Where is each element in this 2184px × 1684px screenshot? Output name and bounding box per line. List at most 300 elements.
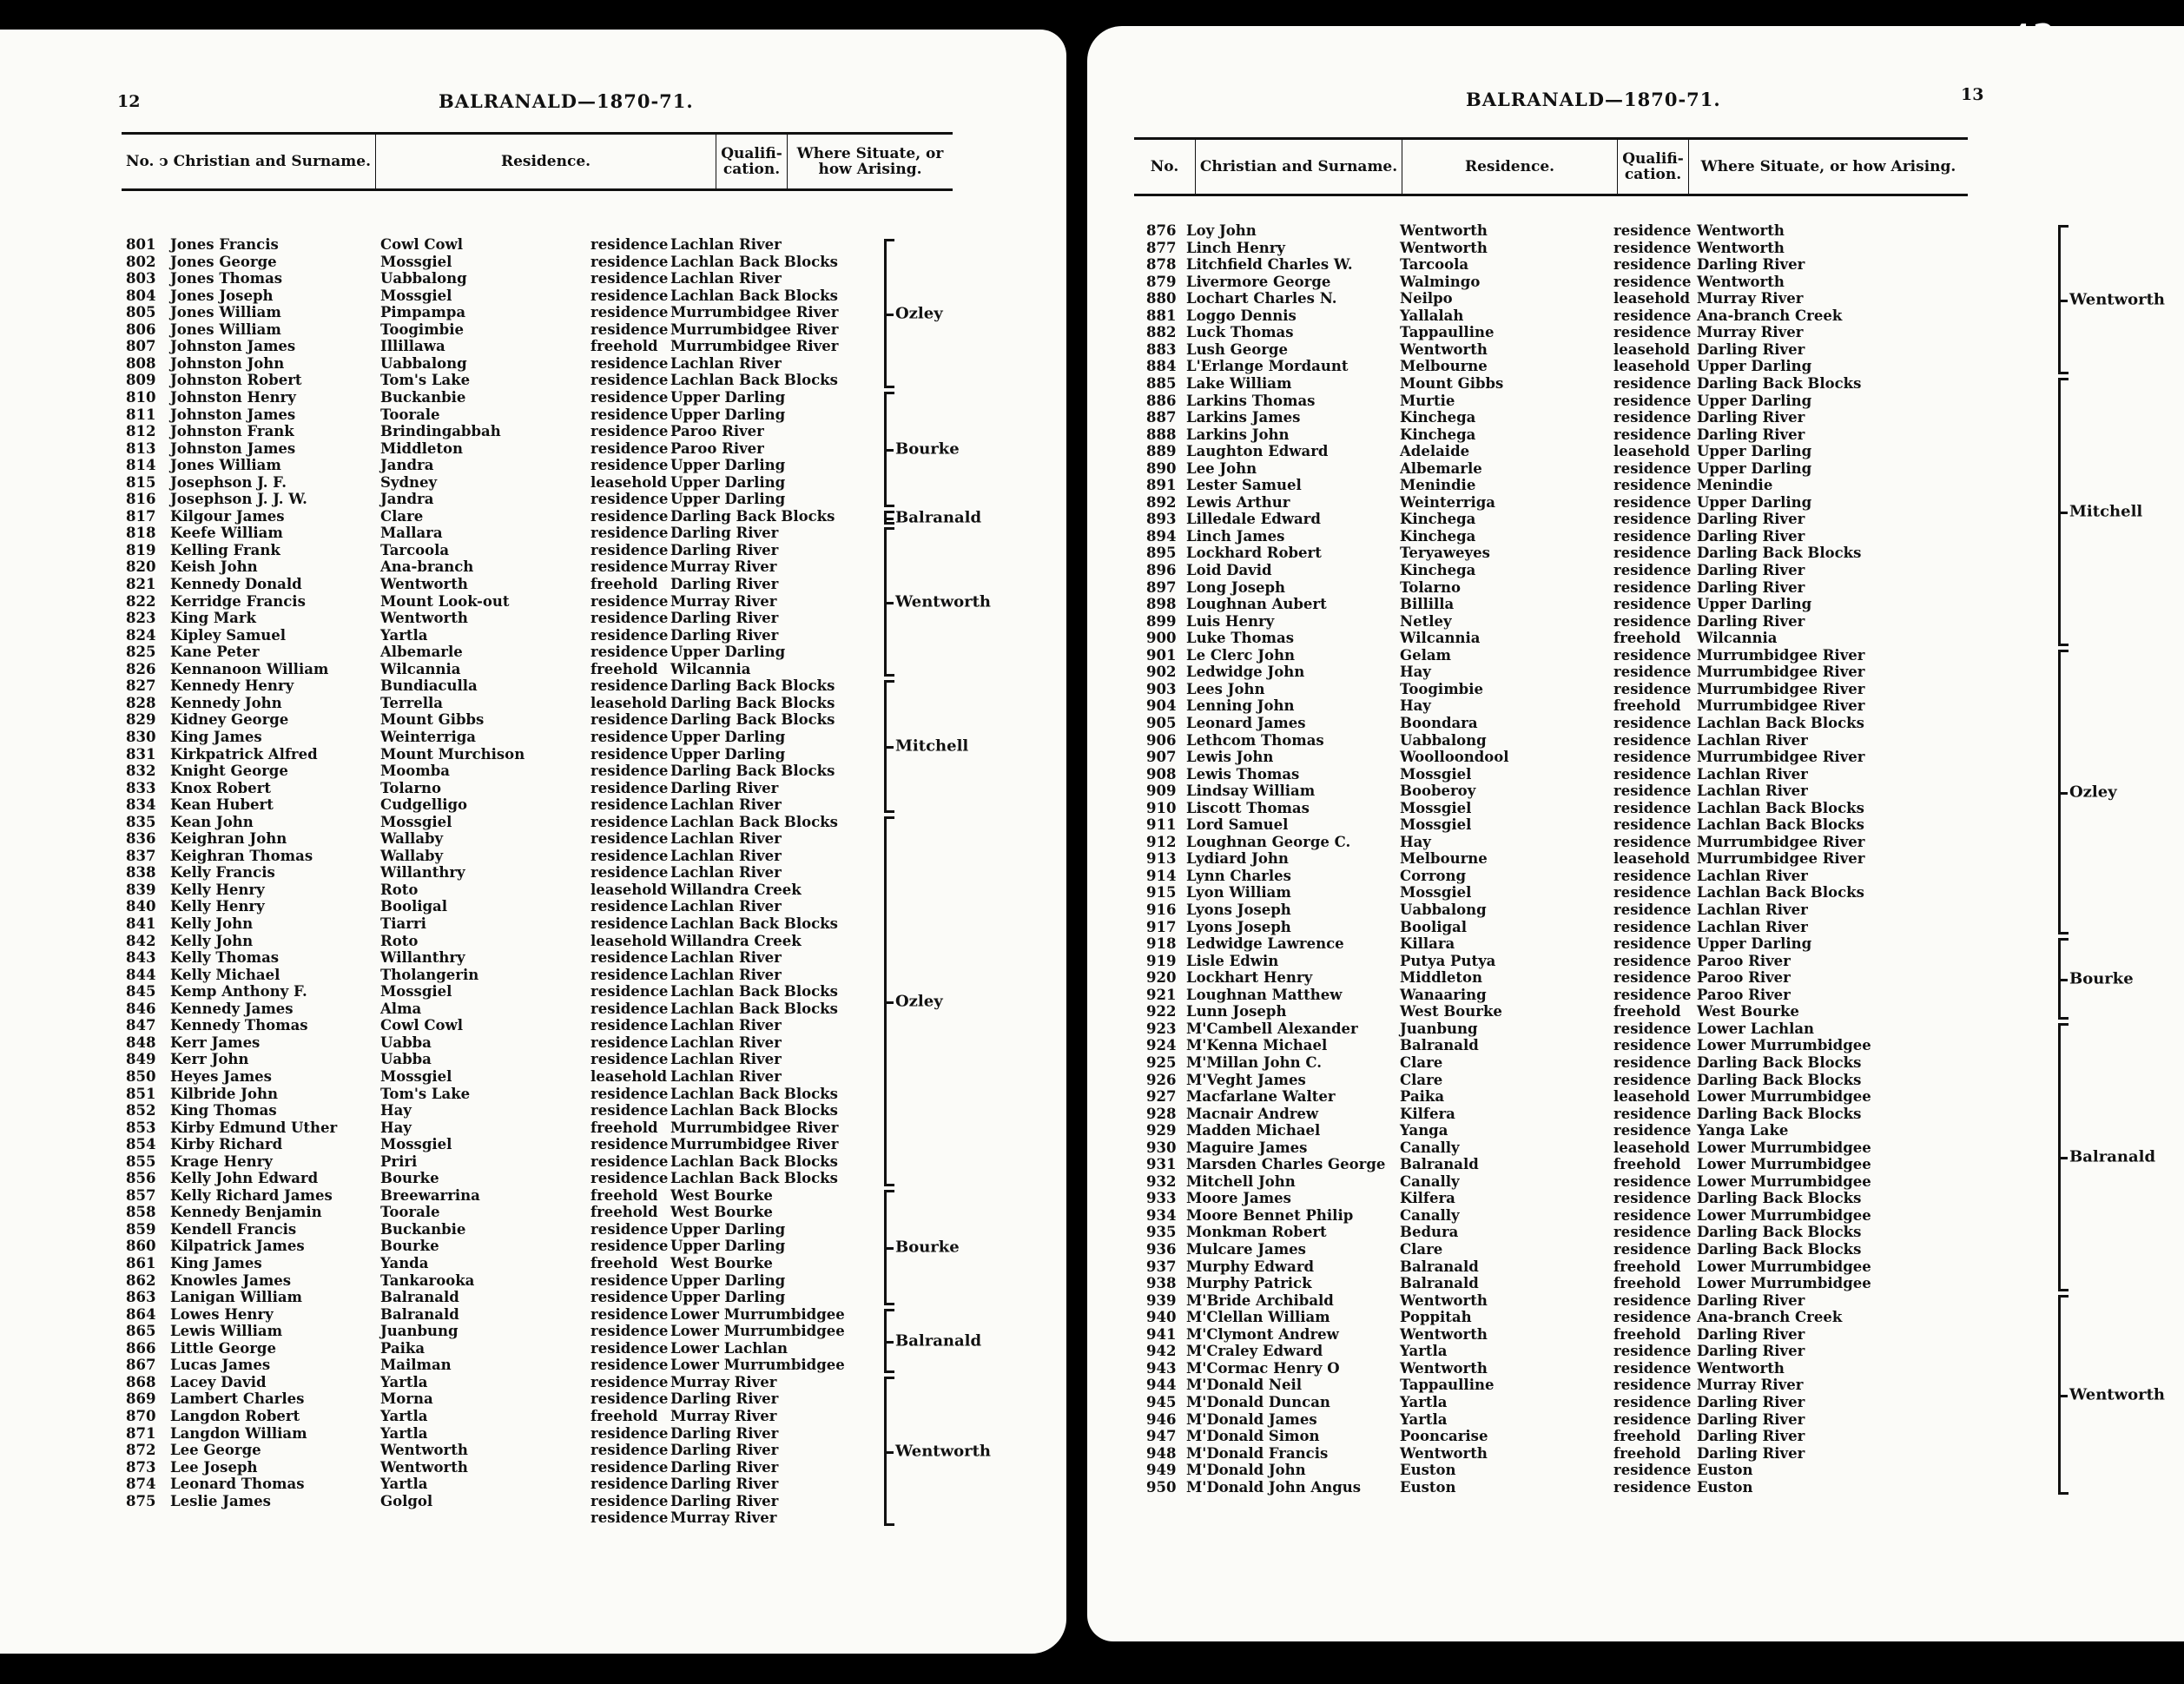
entry-qualification: residence: [591, 864, 669, 882]
entry-name: M'Donald Simon: [1186, 1428, 1320, 1445]
entry-number: 935: [1146, 1224, 1177, 1241]
district-label: Balranald: [895, 1331, 982, 1351]
brace-point: [885, 314, 894, 316]
entry-number: 854: [126, 1136, 156, 1153]
district-brace: [884, 239, 943, 388]
entry-where: Upper Darling: [670, 388, 786, 406]
entry-number: 834: [126, 796, 156, 814]
entry-qualification: residence: [591, 1136, 669, 1153]
entry-number: 910: [1146, 799, 1177, 816]
entry-number: 856: [126, 1170, 156, 1187]
entry-qualification: residence: [1613, 562, 1692, 578]
entry-name: Kelly Michael: [170, 966, 280, 983]
entry-name: Larkins John: [1186, 426, 1290, 443]
entry-name: Jones Joseph: [170, 287, 274, 304]
entry-number: 857: [126, 1186, 156, 1204]
entry-number: 817: [126, 507, 156, 525]
entry-name: Moore Bennet Philip: [1186, 1206, 1354, 1224]
entry-where: Darling River: [1697, 1410, 1805, 1428]
entry-residence: Willanthry: [380, 864, 465, 882]
entry-where: Murrumbidgee River: [670, 320, 839, 338]
entry-residence: Mailman: [380, 1357, 452, 1374]
entry-number: 813: [126, 439, 156, 457]
entry-where: Menindie: [1697, 477, 1773, 494]
entry-residence: Teryaweyes: [1400, 545, 1490, 562]
entry-residence: Yartla: [380, 626, 428, 644]
entry-number: 820: [126, 558, 156, 576]
entry-name: Leonard James: [1186, 714, 1306, 731]
entry-qualification: residence: [1613, 664, 1692, 681]
entry-number: 814: [126, 457, 156, 474]
entry-qualification: residence: [1613, 511, 1692, 528]
district-label: Ozley: [895, 304, 943, 323]
entry-qualification: residence: [1613, 1462, 1692, 1479]
entry-where: Willandra Creek: [670, 932, 802, 949]
header-residence: Residence.: [375, 135, 716, 188]
entry-name: Kilgour James: [170, 507, 285, 525]
entry-residence: Brindingabbah: [380, 423, 501, 440]
entry-residence: Billilla: [1400, 596, 1455, 613]
entry-where: Lower Murrumbidgee: [1697, 1139, 1871, 1156]
entry-where: Upper Darling: [670, 1220, 786, 1238]
entry-residence: Putya Putya: [1400, 952, 1496, 969]
entry-where: Lachlan Back Blocks: [1697, 884, 1864, 901]
entry-residence: Uabbalong: [380, 354, 467, 372]
entry-where: Lower Murrumbidgee: [1697, 1156, 1871, 1173]
entry-where: Lachlan River: [1697, 783, 1808, 800]
entry-number: 907: [1146, 749, 1177, 766]
entry-residence: Tappaulline: [1400, 324, 1494, 341]
entry-residence: Cowl Cowl: [380, 1017, 463, 1034]
entry-where: Darling Back Blocks: [670, 763, 835, 780]
entry-qualification: residence: [591, 1220, 669, 1238]
entry-qualification: residence: [591, 1424, 669, 1442]
entry-where: Darling River: [670, 1442, 779, 1459]
entry-residence: Buckanbie: [380, 1220, 466, 1238]
entry-where: West Bourke: [670, 1186, 773, 1204]
entry-residence: Clare: [1400, 1071, 1443, 1088]
entry-residence: Ana-branch: [380, 558, 474, 576]
entry-residence: Mount Gibbs: [380, 711, 485, 729]
entry-qualification: residence: [1613, 273, 1692, 290]
entry-number: 840: [126, 898, 156, 915]
entry-qualification: residence: [1613, 952, 1692, 969]
entry-where: Lachlan River: [1697, 867, 1808, 884]
entry-qualification: residence: [591, 1476, 669, 1493]
entry-residence: Gelam: [1400, 646, 1452, 664]
entry-qualification: leasehold: [1613, 443, 1691, 460]
entry-number: 853: [126, 1119, 156, 1136]
entry-number: 882: [1146, 324, 1177, 341]
entry-qualification: residence: [591, 1357, 669, 1374]
entry-residence: Melbourne: [1400, 850, 1488, 868]
entry-qualification: residence: [591, 830, 669, 848]
entry-number: 923: [1146, 1020, 1177, 1037]
entry-residence: Booligal: [380, 898, 447, 915]
entry-number: 839: [126, 881, 156, 898]
entry-name: Lambert Charles: [170, 1390, 305, 1408]
entry-name: Kelly John: [170, 932, 254, 949]
header-residence: Residence.: [1402, 140, 1617, 194]
entry-number: 934: [1146, 1206, 1177, 1224]
entry-name: Kipley Samuel: [170, 626, 287, 644]
entry-residence: Corrong: [1400, 867, 1467, 884]
entry-number: 829: [126, 711, 156, 729]
entry-name: M'Kenna Michael: [1186, 1037, 1328, 1054]
entry-number: 845: [126, 983, 156, 1000]
entry-residence: Weinterriga: [380, 728, 476, 745]
entry-qualification: leasehold: [1613, 340, 1691, 358]
district-label: Wentworth: [2069, 290, 2165, 309]
entry-qualification: residence: [1613, 1343, 1692, 1360]
entry-qualification: freehold: [591, 660, 658, 677]
entry-where: Lachlan River: [670, 236, 782, 253]
entry-number: 801: [126, 236, 156, 253]
entry-residence: Tarcoola: [1400, 256, 1469, 274]
entry-name: Jones Thomas: [170, 270, 283, 287]
entry-name: Kilbride John: [170, 1085, 278, 1102]
entry-where: Lachlan River: [670, 864, 782, 882]
entry-name: Luis Henry: [1186, 612, 1275, 630]
entry-qualification: residence: [1613, 1393, 1692, 1410]
entry-number: 905: [1146, 714, 1177, 731]
entry-number: 862: [126, 1271, 156, 1289]
entry-residence: Tom's Lake: [380, 1085, 471, 1102]
entry-name: Lunn Joseph: [1186, 1003, 1287, 1020]
entry-where: Darling River: [1697, 1291, 1805, 1309]
entry-where: Lower Murrumbidgee: [670, 1323, 845, 1340]
entry-name: Johnston Henry: [170, 388, 296, 406]
entry-residence: Uabbalong: [1400, 901, 1487, 918]
entry-number: 837: [126, 847, 156, 864]
entry-qualification: residence: [1613, 714, 1692, 731]
entry-where: Upper Darling: [670, 473, 786, 491]
entry-name: Kelly Thomas: [170, 949, 280, 967]
entry-number: 804: [126, 287, 156, 304]
entry-where: Murrumbidgee River: [670, 1119, 839, 1136]
entry-number: 821: [126, 576, 156, 592]
entry-residence: Middleton: [380, 439, 463, 457]
entry-where: Lachlan Back Blocks: [1697, 714, 1864, 731]
entry-where: Wentworth: [1697, 273, 1785, 290]
entry-residence: Mallara: [380, 525, 443, 542]
entry-name: Kerr John: [170, 1051, 249, 1068]
entry-name: Madden Michael: [1186, 1122, 1321, 1139]
entry-where: Darling River: [1697, 1444, 1805, 1462]
district-label: Mitchell: [895, 736, 969, 756]
entry-residence: Mossgiel: [1400, 799, 1472, 816]
entry-qualification: residence: [1613, 731, 1692, 749]
entry-residence: Tolarno: [1400, 578, 1461, 596]
entry-name: Lindsay William: [1186, 783, 1316, 800]
entry-name: Johnston Frank: [170, 423, 294, 440]
district-brace: [884, 508, 982, 527]
table-header: [122, 132, 953, 191]
entry-residence: Mossgiel: [380, 253, 452, 270]
entry-residence: Poppitah: [1400, 1309, 1472, 1326]
entry-qualification: residence: [591, 1289, 669, 1306]
entry-qualification: residence: [1613, 1224, 1692, 1241]
entry-qualification: residence: [1613, 1309, 1692, 1326]
entry-number: 872: [126, 1442, 156, 1459]
entry-residence: Middleton: [1400, 969, 1482, 987]
entry-qualification: residence: [591, 388, 669, 406]
entry-number: 866: [126, 1339, 156, 1357]
entry-number: 871: [126, 1424, 156, 1442]
entry-residence: Toorale: [380, 406, 440, 423]
entry-name: Kilpatrick James: [170, 1238, 305, 1255]
entry-name: Kerridge Francis: [170, 592, 306, 610]
entry-name: Jones George: [170, 253, 277, 270]
entry-number: 938: [1146, 1275, 1177, 1292]
entry-where: Darling River: [1697, 527, 1805, 545]
entry-residence: Buckanbie: [380, 388, 466, 406]
entry-number: 909: [1146, 783, 1177, 800]
brace-point: [885, 518, 894, 520]
entry-qualification: residence: [591, 898, 669, 915]
district-brace: [884, 1309, 982, 1373]
entry-name: Le Clerc John: [1186, 646, 1296, 664]
entry-name: Lenning John: [1186, 697, 1295, 715]
entry-number: 947: [1146, 1428, 1177, 1445]
entry-where: Darling River: [1697, 1393, 1805, 1410]
entry-qualification: residence: [1613, 1122, 1692, 1139]
brace-point: [885, 602, 894, 604]
entry-number: 893: [1146, 511, 1177, 528]
entry-qualification: residence: [591, 253, 669, 270]
entry-residence: Euston: [1400, 1462, 1456, 1479]
entry-qualification: residence: [591, 457, 669, 474]
entry-qualification: residence: [591, 1017, 669, 1034]
entry-where: Murray River: [1697, 324, 1804, 341]
entry-where: Lachlan Back Blocks: [670, 253, 838, 270]
entry-where: Murray River: [670, 558, 777, 576]
entry-where: Murray River: [1697, 1377, 1804, 1394]
entry-residence: Toorale: [380, 1204, 440, 1221]
entry-name: Jones Francis: [170, 236, 279, 253]
entry-where: Ana-branch Creek: [1697, 307, 1843, 324]
entry-qualification: residence: [1613, 324, 1692, 341]
entry-qualification: residence: [591, 915, 669, 932]
district-label: Balranald: [2069, 1147, 2156, 1166]
entry-name: Lee Joseph: [170, 1458, 258, 1476]
entry-where: Lachlan River: [670, 847, 782, 864]
entry-number: 807: [126, 338, 156, 355]
entry-name: Kennedy Thomas: [170, 1017, 308, 1034]
entry-name: M'Donald James: [1186, 1410, 1317, 1428]
entry-residence: Tom's Lake: [380, 372, 471, 389]
entry-residence: Clare: [1400, 1053, 1443, 1071]
entry-name: Ledwidge John: [1186, 664, 1305, 681]
entry-residence: Mount Gibbs: [1400, 374, 1504, 392]
entry-residence: Mossgiel: [380, 813, 452, 830]
entry-name: Jones William: [170, 457, 281, 474]
entry-name: Kennedy Henry: [170, 677, 294, 695]
entry-where: Lachlan Back Blocks: [670, 983, 838, 1000]
entry-name: Macnair Andrew: [1186, 1105, 1319, 1122]
entry-qualification: freehold: [591, 338, 658, 355]
entry-name: Kelling Frank: [170, 541, 280, 558]
entry-number: 842: [126, 932, 156, 949]
entry-number: 851: [126, 1085, 156, 1102]
entry-number: 908: [1146, 765, 1177, 783]
entry-number: 928: [1146, 1105, 1177, 1122]
entry-qualification: residence: [591, 779, 669, 796]
entry-number: 843: [126, 949, 156, 967]
entry-number: 802: [126, 253, 156, 270]
entry-number: 875: [126, 1492, 156, 1509]
entry-name: Luke Thomas: [1186, 630, 1294, 647]
entry-qualification: residence: [591, 1458, 669, 1476]
entry-qualification: residence: [1613, 1071, 1692, 1088]
entry-where: Paroo River: [1697, 969, 1791, 987]
entry-name: Kirby Edmund Uther: [170, 1119, 338, 1136]
entry-qualification: residence: [1613, 901, 1692, 918]
entry-where: Upper Darling: [670, 644, 786, 661]
entry-where: Wentworth: [1697, 239, 1785, 256]
entry-where: Lachlan River: [670, 830, 782, 848]
entry-where: Murray River: [670, 592, 777, 610]
entry-number: 855: [126, 1152, 156, 1170]
entry-qualification: residence: [591, 1492, 669, 1509]
entry-name: Kennedy Donald: [170, 576, 302, 592]
entry-where: Darling River: [670, 1458, 779, 1476]
entry-residence: Pooncarise: [1400, 1428, 1488, 1445]
entry-number: 900: [1146, 630, 1177, 647]
entry-number: 946: [1146, 1410, 1177, 1428]
entry-residence: Mossgiel: [380, 287, 452, 304]
brace-point: [2059, 1395, 2068, 1397]
entry-name: M'Clymont Andrew: [1186, 1325, 1339, 1343]
entry-where: Darling Back Blocks: [1697, 374, 1862, 392]
entry-name: Lester Samuel: [1186, 477, 1302, 494]
entry-qualification: residence: [1613, 545, 1692, 562]
brace-point: [2059, 979, 2068, 981]
entry-number: 836: [126, 830, 156, 848]
entry-number: 948: [1146, 1444, 1177, 1462]
entry-qualification: freehold: [1613, 1258, 1681, 1275]
entry-qualification: leasehold: [591, 1067, 668, 1085]
entry-number: 808: [126, 354, 156, 372]
entry-name: M'Cormac Henry O: [1186, 1359, 1340, 1377]
entry-name: Lewis William: [170, 1323, 283, 1340]
entry-name: Lees John: [1186, 680, 1265, 697]
entry-number: 914: [1146, 867, 1177, 884]
entry-number: 827: [126, 677, 156, 695]
entry-where: Lachlan River: [670, 966, 782, 983]
entry-name: Lewis Arthur: [1186, 493, 1290, 511]
entry-residence: Mossgiel: [1400, 765, 1472, 783]
entry-qualification: residence: [591, 236, 669, 253]
entry-residence: Yanda: [380, 1255, 429, 1271]
entry-residence: Terrella: [380, 694, 443, 711]
entry-number: 904: [1146, 697, 1177, 715]
entry-name: Litchfield Charles W.: [1186, 256, 1353, 274]
entry-where: Darling Back Blocks: [1697, 1105, 1862, 1122]
entry-where: Darling River: [1697, 612, 1805, 630]
entry-residence: Booligal: [1400, 918, 1467, 935]
entry-where: Upper Darling: [670, 1289, 786, 1306]
entry-where: Lachlan River: [670, 1051, 782, 1068]
entry-where: Lower Murrumbidgee: [1697, 1206, 1871, 1224]
entry-name: Johnston James: [170, 406, 296, 423]
entry-number: 847: [126, 1017, 156, 1034]
entry-where: Upper Darling: [670, 745, 786, 763]
entry-residence: Kilfera: [1400, 1105, 1455, 1122]
entry-name: Lisle Edwin: [1186, 952, 1279, 969]
entry-number: 861: [126, 1255, 156, 1271]
entry-number: 825: [126, 644, 156, 661]
entry-qualification: residence: [591, 423, 669, 440]
entry-number: 932: [1146, 1172, 1177, 1190]
entry-number: 943: [1146, 1359, 1177, 1377]
entry-name: Kelly John Edward: [170, 1170, 319, 1187]
entry-name: Lynn Charles: [1186, 867, 1291, 884]
entry-name: Lacey David: [170, 1373, 267, 1390]
entry-qualification: residence: [1613, 1478, 1692, 1496]
entry-qualification: residence: [591, 1102, 669, 1119]
entry-qualification: residence: [591, 320, 669, 338]
header-no: No.: [1150, 158, 1179, 175]
entry-where: Darling River: [1697, 1428, 1805, 1445]
entry-qualification: residence: [591, 372, 669, 389]
entry-residence: Euston: [1400, 1478, 1456, 1496]
entry-where: West Bourke: [670, 1204, 773, 1221]
entry-where: Darling River: [1697, 409, 1805, 426]
entry-residence: Yartla: [380, 1373, 428, 1390]
entry-where: Darling River: [1697, 256, 1805, 274]
header-qualification: Qualifi-cation.: [716, 135, 787, 188]
entry-number: 889: [1146, 443, 1177, 460]
entry-where: Murrumbidgee River: [670, 304, 839, 321]
entry-number: 936: [1146, 1241, 1177, 1258]
entry-name: Kelly Richard James: [170, 1186, 333, 1204]
entry-name: M'Donald Duncan: [1186, 1393, 1330, 1410]
entry-residence: West Bourke: [1400, 1003, 1502, 1020]
entry-where: Upper Darling: [670, 1271, 786, 1289]
entry-number: 940: [1146, 1309, 1177, 1326]
entry-number: 867: [126, 1357, 156, 1374]
entry-qualification: residence: [1613, 409, 1692, 426]
entry-name: Larkins Thomas: [1186, 392, 1316, 409]
entry-where: Lachlan River: [1697, 901, 1808, 918]
brace-point: [885, 1341, 894, 1344]
entry-residence: Uabba: [380, 1051, 432, 1068]
entry-name: Kelly Henry: [170, 881, 265, 898]
entry-qualification: residence: [1613, 392, 1692, 409]
entry-name: Loughnan Aubert: [1186, 596, 1327, 613]
entry-name: Johnston John: [170, 354, 285, 372]
entry-where: Darling Back Blocks: [1697, 1190, 1862, 1207]
brace-point: [2059, 512, 2068, 514]
entry-residence: Kinchega: [1400, 511, 1476, 528]
entry-qualification: leasehold: [591, 932, 668, 949]
district-label: Bourke: [895, 1238, 960, 1257]
entry-name: Johnston Robert: [170, 372, 302, 389]
entry-where: Lachlan Back Blocks: [670, 1170, 838, 1187]
entry-residence: Mossgiel: [380, 983, 452, 1000]
entry-where: Darling Back Blocks: [1697, 545, 1862, 562]
entry-number: 890: [1146, 459, 1177, 477]
entry-where: Upper Darling: [670, 491, 786, 508]
entry-name: Kennanoon William: [170, 660, 329, 677]
entry-residence: Wentworth: [1400, 222, 1488, 239]
entry-name: Loughnan George C.: [1186, 833, 1351, 850]
entry-name: Knight George: [170, 763, 288, 780]
entry-residence: Canally: [1400, 1206, 1460, 1224]
entry-where: Lachlan Back Blocks: [1697, 816, 1864, 834]
entry-number: 810: [126, 388, 156, 406]
